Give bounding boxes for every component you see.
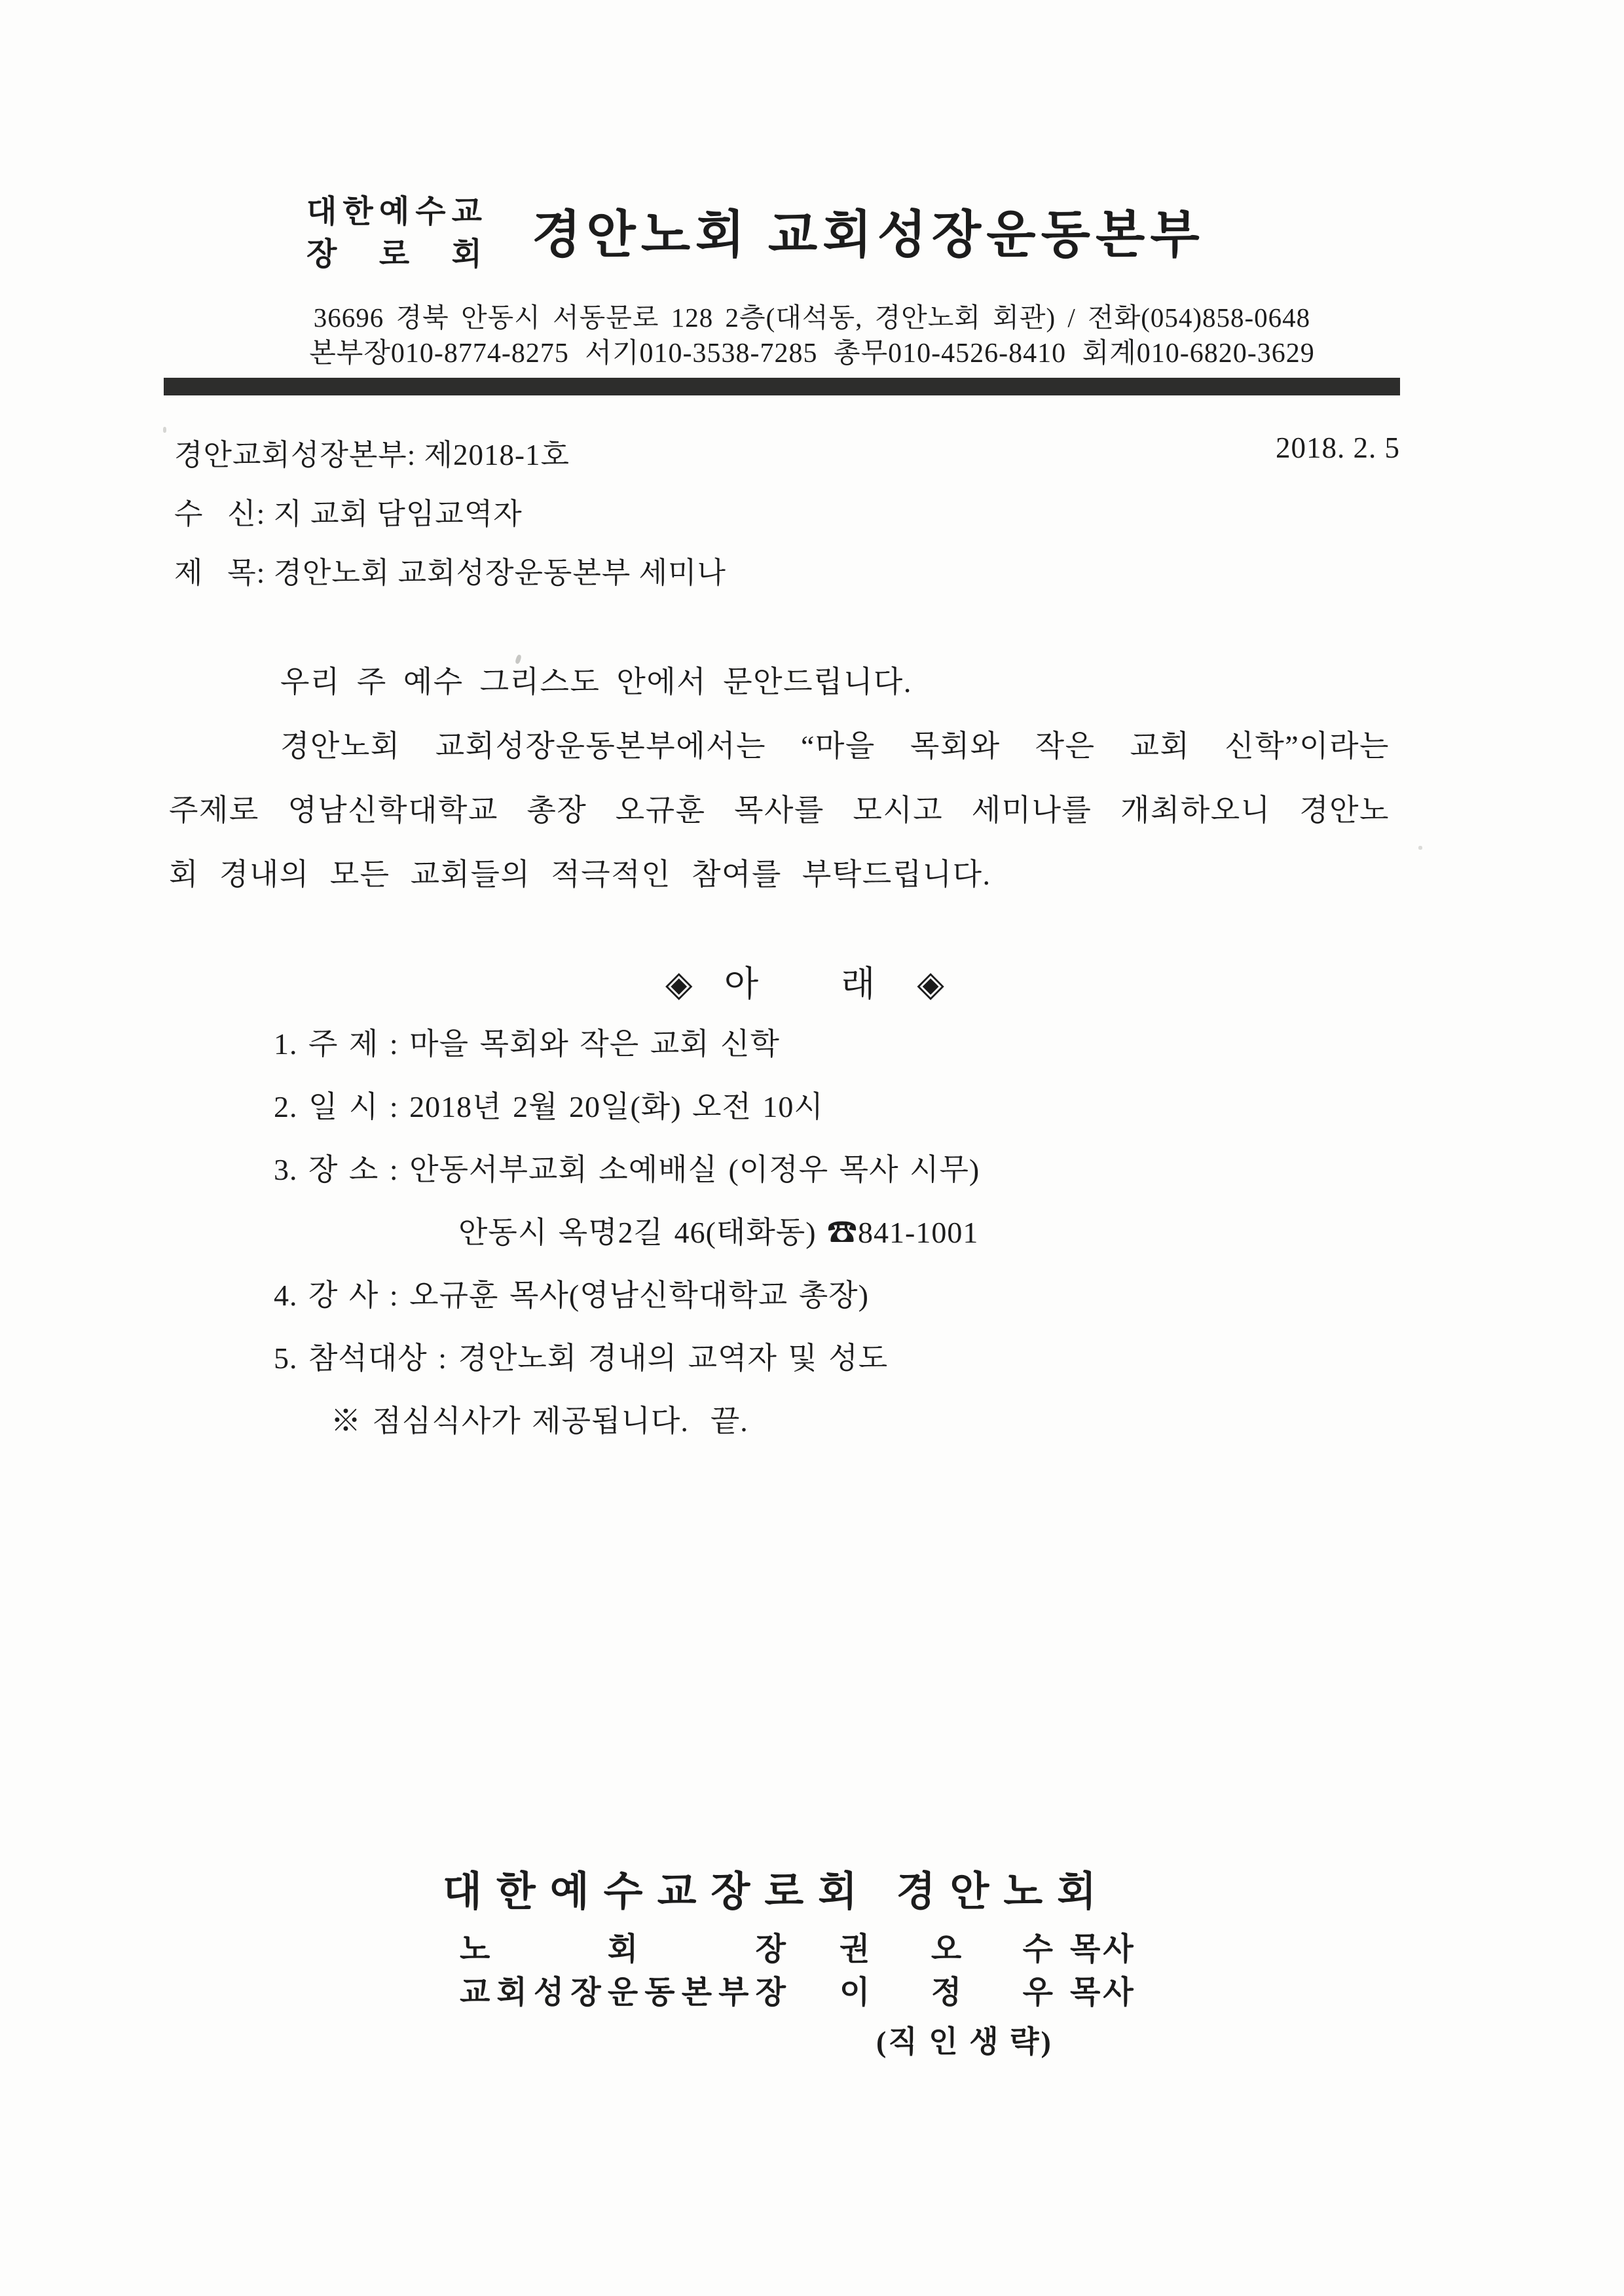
signature-row-moderator	[460, 1933, 1167, 1967]
notice-item-topic: 1. 주 제 : 마을 목회와 작은 교회 신학	[274, 1027, 780, 1061]
notice-venue-address: 안동시 옥명2길 46(태화동) ☎841-1001	[458, 1216, 979, 1249]
address-line-1: 36696 경북 안동시 서동문로 128 2층(대석동, 경안노회 회관) / 전화(054)858-0648	[313, 302, 1311, 333]
body-paragraph-line-1: 경안노회 교회성장운동본부에서는 “마을 목회와 작은 교회 신학”이라는	[280, 729, 1390, 763]
body-paragraph-line-2: 주제로 영남신학대학교 총장 오규훈 목사를 모시고 세미나를 개최하오니 경안노	[169, 793, 1390, 827]
organization-title: 경안노회 교회성장운동본부	[532, 206, 1205, 263]
notice-item-speaker: 4. 강 사 : 오규훈 목사(영남신학대학교 총장)	[274, 1279, 869, 1312]
scan-speck	[1418, 846, 1422, 850]
scan-speck	[163, 427, 166, 433]
signature-row-director	[460, 1976, 1167, 2011]
signature-name-suffix: 목사	[1070, 1975, 1136, 2010]
signature-role: 교 회 성 장 운 동 본 부 장	[460, 1975, 786, 2010]
signature-role: 노 회 장	[460, 1932, 786, 1967]
recipient-line: 수 신: 지 교회 담임교역자	[174, 498, 523, 530]
document-number: 경안교회성장본부: 제2018-1호	[174, 439, 570, 471]
denomination-block	[306, 195, 482, 272]
header-divider-bar	[164, 378, 1400, 395]
below-section-heading: ◈ 아 래 ◈	[665, 964, 946, 1004]
lunch-note: ※ 점심식사가 제공됩니다. 끝.	[331, 1404, 748, 1438]
denomination-line1: 대 한 예 수 교	[306, 194, 482, 229]
notice-item-venue: 3. 장 소 : 안동서부교회 소예배실 (이정우 목사 시무)	[274, 1153, 980, 1186]
document-date: 2018. 2. 5	[1276, 431, 1400, 464]
notice-item-attendees: 5. 참석대상 : 경안노회 경내의 교역자 및 성도	[274, 1341, 889, 1375]
denomination-line2: 장 로 회	[306, 236, 482, 272]
notice-item-datetime: 2. 일 시 : 2018년 2월 20일(화) 오전 10시	[274, 1090, 824, 1123]
signature-organization: 대한예수교장로회 경안노회	[443, 1870, 1111, 1914]
signature-name: 권 오 수	[840, 1932, 1053, 1967]
document-number-row	[174, 431, 1400, 473]
scan-speck	[515, 654, 522, 664]
address-line-2: 본부장010-8774-8275 서기010-3538-7285 총무010-4526-8410 회계010-6820-3629	[309, 338, 1315, 369]
signature-name: 이 정 우	[840, 1975, 1053, 2010]
subject-line: 제 목: 경안노회 교회성장운동본부 세미나	[174, 556, 726, 589]
seal-omitted-note: (직 인 생 략)	[876, 2025, 1053, 2058]
body-paragraph-line-3: 회 경내의 모든 교회들의 적극적인 참여를 부탁드립니다.	[169, 858, 991, 891]
signature-name-suffix: 목사	[1070, 1932, 1136, 1967]
greeting-line: 우리 주 예수 그리스도 안에서 문안드립니다.	[280, 665, 912, 699]
